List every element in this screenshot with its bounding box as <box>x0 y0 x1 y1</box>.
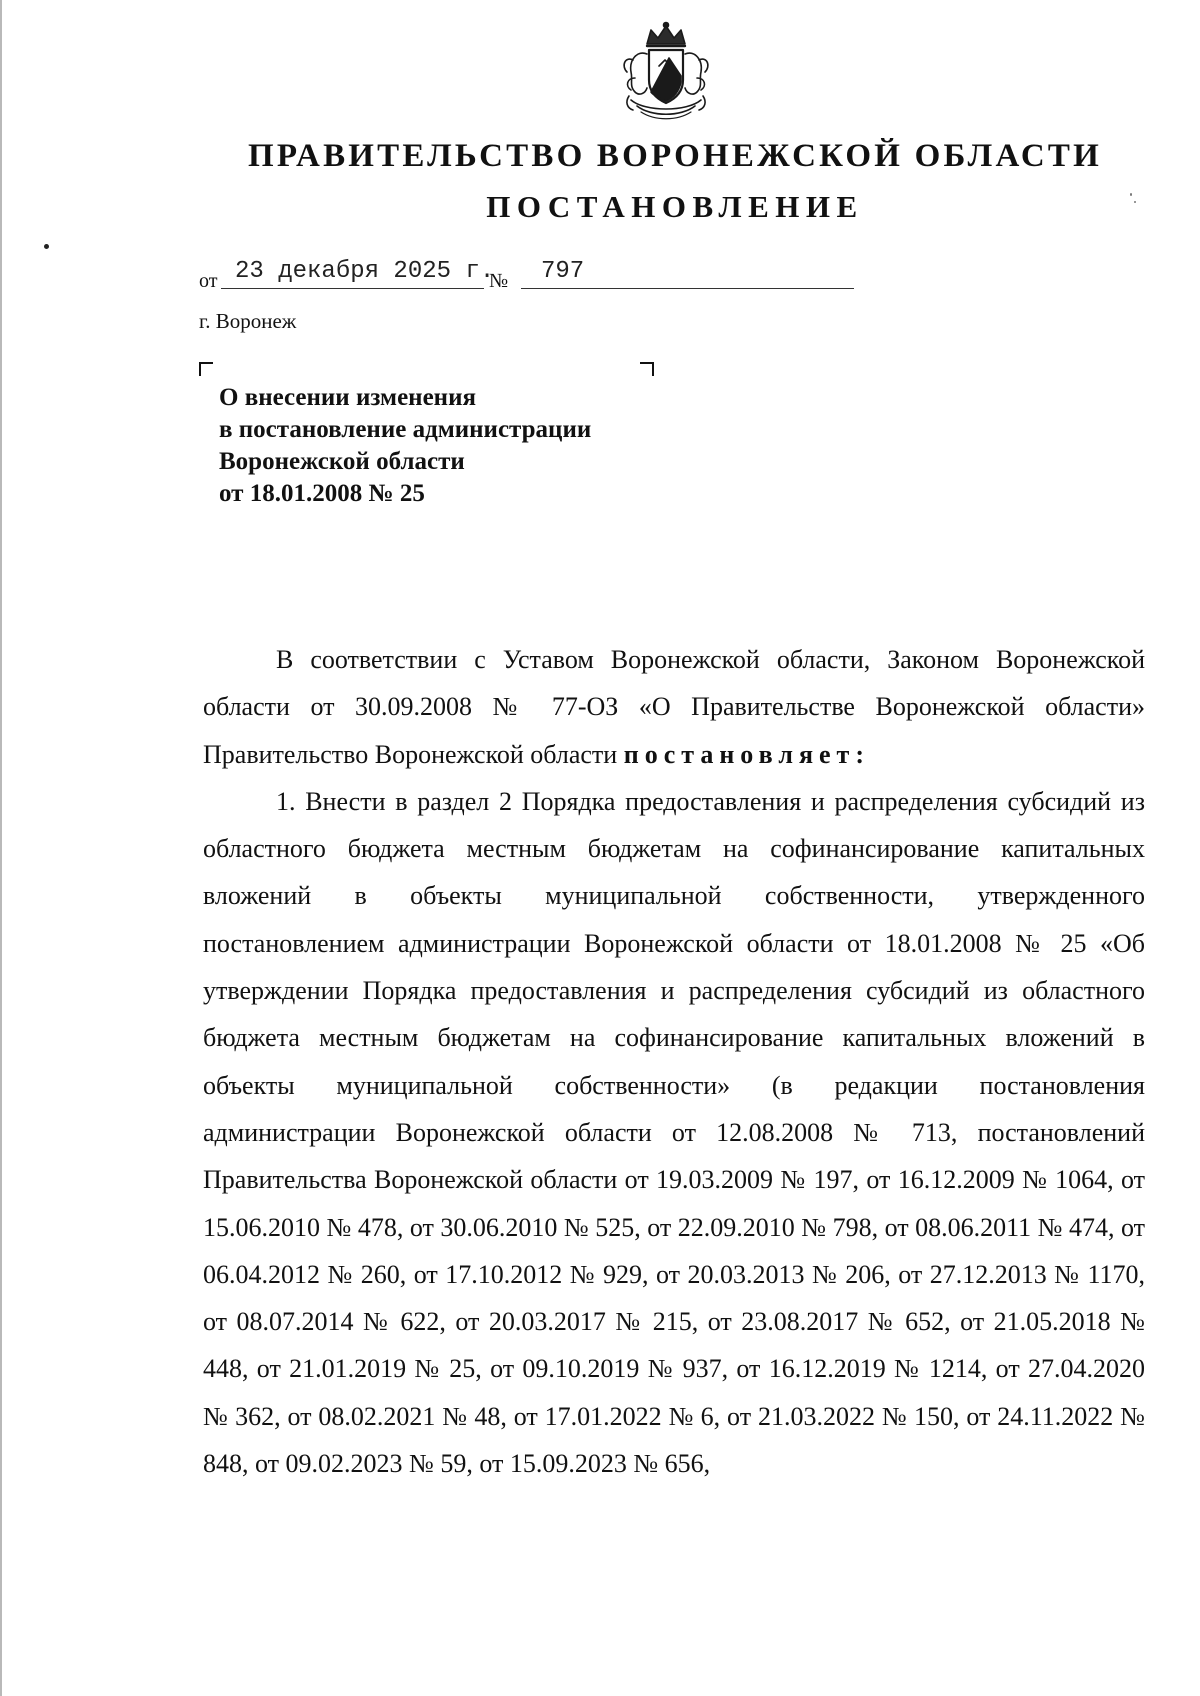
date-underline <box>221 288 484 289</box>
scan-speck <box>44 244 49 249</box>
resolution-word: постановляет: <box>623 739 870 769</box>
number-label: № <box>489 270 509 292</box>
subject-line: от 18.01.2008 № 25 <box>219 480 425 507</box>
subject-line: О внесении изменения <box>219 384 477 411</box>
date-value: 23 декабря 2025 г. <box>235 258 495 285</box>
number-underline <box>521 288 854 289</box>
organization-title: ПРАВИТЕЛЬСТВО ВОРОНЕЖСКОЙ ОБЛАСТИ <box>248 138 1102 174</box>
subject-bracket-left <box>199 362 213 376</box>
city-label: г. Воронеж <box>199 309 297 333</box>
number-value: 797 <box>541 258 585 285</box>
preamble-text: В соответствии с Уставом Воронежской области, Законом Воронежской области от 30.09.2008 № 77-ОЗ «О Правительстве Воронежской области» Правительство Воронежской области <box>203 645 1145 769</box>
date-label: от <box>199 270 218 292</box>
document-type: ПОСТАНОВЛЕНИЕ <box>486 189 864 224</box>
preamble-paragraph <box>203 636 1145 778</box>
voronezh-coat-of-arms-icon <box>611 20 721 124</box>
subject-line: Воронежской области <box>219 448 465 475</box>
subject-bracket-right <box>640 362 654 376</box>
document-subject <box>219 382 591 510</box>
subject-line: в постановление администрации <box>219 416 592 443</box>
scan-edge <box>0 0 2 1696</box>
item-1-paragraph: 1. Внести в раздел 2 Порядка предоставления и распределения субсидий из областного бюджета местным бюджетам на софинансирование капитальных вложений в объекты муниципальной собственности, утвержденного постановлением администрации Воронежской области от 18.01.2008 № 25 «Об утверждении Порядка предоставления и распределения субсидий из областного бюджета местным бюджетам на софинансирование капитальных вложений в объекты муниципальной собственности» (в редакции постановления администрации Воронежской области от 12.08.2008 № 713, постановлений Правительства Воронежской области от 19.03.2009 № 197, от 16.12.2009 № 1064, от 15.06.2010 № 478, от 30.06.2010 № 525, от 22.09.2010 № 798, от 08.06.2011 № 474, от 06.04.2012 № 260, от 17.10.2012 № 929, от 20.03.2013 № 206, от 27.12.2013 № 1170, от 08.07.2014 № 622, от 20.03.2017 № 215, от 23.08.2017 № 652, от 21.05.2018 № 448, от 21.01.2019 № 25, от 09.10.2019 № 937, от 16.12.2019 № 1214, от 27.04.2020 № 362, от 08.02.2021 № 48, от 17.01.2022 № 6, от 21.03.2022 № 150, от 24.11.2022 № 848, от 09.02.2023 № 59, от 15.09.2023 № 656, <box>203 786 1145 1479</box>
document-body <box>203 636 1145 1487</box>
